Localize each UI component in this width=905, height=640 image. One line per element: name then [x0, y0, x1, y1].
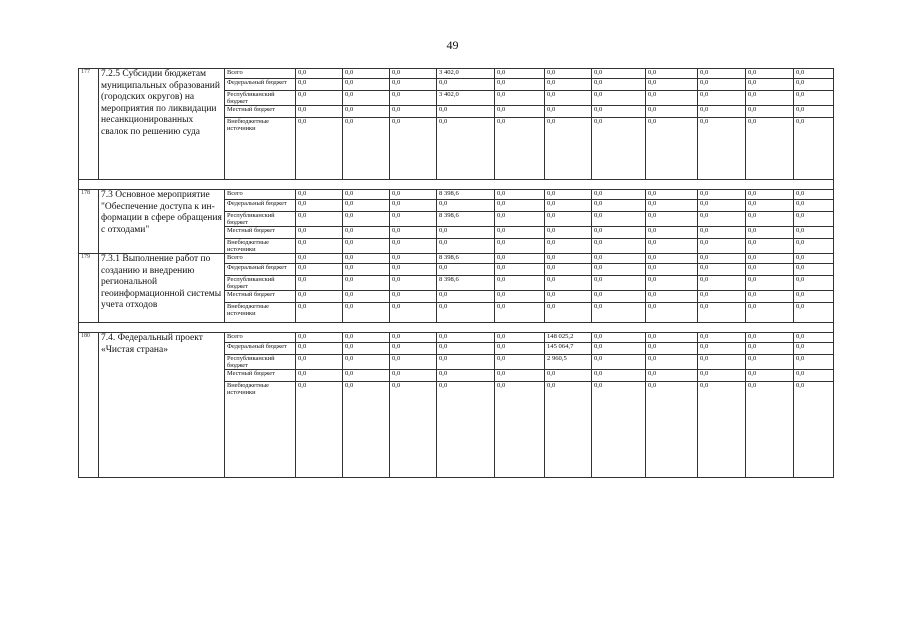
activity-name: 7.2.5 Субсидии бюджетам муниципальных образований (городских округов) на мероприятия по ликвидации несанкционированных свалок по решению суда [99, 69, 225, 180]
amount-cell: 3 402,0 [437, 69, 495, 79]
amount-cell: 0,0 [437, 227, 495, 239]
amount-cell: 0,0 [545, 212, 592, 227]
amount-cell: 0,0 [646, 190, 698, 200]
amount-cell: 0,0 [592, 254, 646, 264]
funding-source: Внебюджетные источники [225, 118, 296, 180]
amount-cell: 0,0 [592, 118, 646, 180]
amount-cell: 0,0 [296, 79, 343, 91]
amount-cell: 0,0 [592, 382, 646, 478]
amount-cell: 0,0 [646, 69, 698, 79]
amount-cell: 0,0 [698, 382, 746, 478]
amount-cell: 0,0 [794, 227, 834, 239]
amount-cell: 0,0 [746, 333, 794, 343]
amount-cell: 0,0 [343, 239, 390, 254]
amount-cell: 0,0 [495, 291, 545, 303]
amount-cell: 0,0 [794, 118, 834, 180]
amount-cell: 0,0 [746, 291, 794, 303]
funding-source: Республиканский бюджет [225, 276, 296, 291]
amount-cell: 0,0 [545, 69, 592, 79]
row-number: 177 [79, 69, 99, 180]
amount-cell: 0,0 [746, 239, 794, 254]
amount-cell: 0,0 [698, 355, 746, 370]
amount-cell: 0,0 [646, 333, 698, 343]
amount-cell: 0,0 [592, 333, 646, 343]
amount-cell: 0,0 [794, 69, 834, 79]
row-number: 179 [79, 254, 99, 323]
funding-source: Федеральный бюджет [225, 264, 296, 276]
amount-cell: 0,0 [646, 355, 698, 370]
amount-cell: 0,0 [545, 254, 592, 264]
amount-cell: 0,0 [746, 118, 794, 180]
amount-cell: 0,0 [296, 382, 343, 478]
amount-cell: 0,0 [390, 190, 437, 200]
funding-source: Республиканский бюджет [225, 212, 296, 227]
amount-cell: 0,0 [437, 200, 495, 212]
amount-cell: 0,0 [343, 343, 390, 355]
amount-cell: 0,0 [646, 79, 698, 91]
amount-cell: 0,0 [343, 276, 390, 291]
amount-cell: 0,0 [296, 69, 343, 79]
funding-source: Местный бюджет [225, 370, 296, 382]
amount-cell: 0,0 [646, 227, 698, 239]
amount-cell: 0,0 [646, 91, 698, 106]
amount-cell: 0,0 [495, 69, 545, 79]
amount-cell: 0,0 [592, 227, 646, 239]
amount-cell: 0,0 [296, 227, 343, 239]
amount-cell: 0,0 [545, 106, 592, 118]
amount-cell: 0,0 [495, 106, 545, 118]
amount-cell: 0,0 [592, 355, 646, 370]
amount-cell: 0,0 [698, 333, 746, 343]
amount-cell: 0,0 [794, 333, 834, 343]
amount-cell: 0,0 [646, 370, 698, 382]
amount-cell: 0,0 [390, 370, 437, 382]
amount-cell: 0,0 [746, 370, 794, 382]
amount-cell: 0,0 [592, 106, 646, 118]
amount-cell: 0,0 [592, 79, 646, 91]
amount-cell: 0,0 [343, 227, 390, 239]
amount-cell: 0,0 [794, 106, 834, 118]
amount-cell: 0,0 [698, 227, 746, 239]
amount-cell: 0,0 [390, 291, 437, 303]
amount-cell: 0,0 [646, 200, 698, 212]
funding-source: Местный бюджет [225, 227, 296, 239]
amount-cell: 0,0 [698, 370, 746, 382]
activity-name: 7.3 Основное мероприятие "Обеспечение доступа к ин-формации в сфере обращения с отходами" [99, 190, 225, 254]
amount-cell: 0,0 [646, 212, 698, 227]
amount-cell: 0,0 [343, 69, 390, 79]
amount-cell: 0,0 [698, 190, 746, 200]
amount-cell: 0,0 [794, 91, 834, 106]
amount-cell: 0,0 [794, 370, 834, 382]
funding-source: Республиканский бюджет [225, 91, 296, 106]
amount-cell: 0,0 [343, 212, 390, 227]
funding-source: Всего [225, 254, 296, 264]
budget-table [78, 68, 834, 478]
amount-cell: 0,0 [794, 239, 834, 254]
amount-cell: 0,0 [495, 276, 545, 291]
amount-cell: 0,0 [646, 239, 698, 254]
amount-cell: 0,0 [794, 264, 834, 276]
amount-cell: 0,0 [495, 79, 545, 91]
funding-source: Всего [225, 69, 296, 79]
amount-cell: 0,0 [698, 254, 746, 264]
amount-cell: 0,0 [545, 303, 592, 323]
row-number: 180 [79, 333, 99, 478]
amount-cell: 0,0 [390, 254, 437, 264]
amount-cell: 0,0 [794, 190, 834, 200]
amount-cell: 0,0 [495, 264, 545, 276]
amount-cell: 0,0 [495, 227, 545, 239]
amount-cell: 0,0 [794, 303, 834, 323]
amount-cell: 0,0 [545, 79, 592, 91]
amount-cell: 0,0 [390, 91, 437, 106]
amount-cell: 0,0 [296, 239, 343, 254]
row-number: 178 [79, 190, 99, 254]
amount-cell: 0,0 [698, 276, 746, 291]
amount-cell: 0,0 [698, 79, 746, 91]
amount-cell: 0,0 [746, 254, 794, 264]
amount-cell: 0,0 [437, 370, 495, 382]
amount-cell: 0,0 [794, 200, 834, 212]
amount-cell: 0,0 [646, 382, 698, 478]
amount-cell: 0,0 [698, 291, 746, 303]
amount-cell: 0,0 [545, 276, 592, 291]
amount-cell: 0,0 [495, 91, 545, 106]
amount-cell: 0,0 [390, 212, 437, 227]
amount-cell: 0,0 [698, 239, 746, 254]
funding-source: Местный бюджет [225, 106, 296, 118]
amount-cell: 8 398,6 [437, 254, 495, 264]
amount-cell: 0,0 [794, 212, 834, 227]
funding-source: Федеральный бюджет [225, 79, 296, 91]
amount-cell: 0,0 [698, 106, 746, 118]
amount-cell: 0,0 [646, 343, 698, 355]
amount-cell: 0,0 [698, 118, 746, 180]
amount-cell: 0,0 [592, 190, 646, 200]
amount-cell: 3 402,0 [437, 91, 495, 106]
amount-cell: 0,0 [296, 343, 343, 355]
amount-cell: 0,0 [545, 264, 592, 276]
group-separator [79, 323, 834, 333]
amount-cell: 0,0 [296, 212, 343, 227]
amount-cell: 0,0 [746, 355, 794, 370]
amount-cell: 0,0 [495, 303, 545, 323]
amount-cell: 0,0 [390, 355, 437, 370]
funding-source: Республиканский бюджет [225, 355, 296, 370]
amount-cell: 0,0 [592, 91, 646, 106]
amount-cell: 0,0 [746, 106, 794, 118]
amount-cell: 0,0 [746, 190, 794, 200]
amount-cell: 0,0 [343, 200, 390, 212]
amount-cell: 0,0 [545, 370, 592, 382]
amount-cell: 0,0 [437, 333, 495, 343]
amount-cell: 8 398,6 [437, 190, 495, 200]
amount-cell: 8 398,6 [437, 276, 495, 291]
amount-cell: 0,0 [746, 264, 794, 276]
amount-cell: 0,0 [698, 264, 746, 276]
amount-cell: 0,0 [343, 79, 390, 91]
amount-cell: 0,0 [390, 239, 437, 254]
table-row [79, 190, 834, 200]
amount-cell: 0,0 [794, 291, 834, 303]
amount-cell: 0,0 [495, 254, 545, 264]
amount-cell: 0,0 [437, 106, 495, 118]
amount-cell: 0,0 [296, 200, 343, 212]
amount-cell: 0,0 [495, 382, 545, 478]
amount-cell: 0,0 [437, 239, 495, 254]
amount-cell: 0,0 [296, 264, 343, 276]
amount-cell: 0,0 [794, 254, 834, 264]
amount-cell: 0,0 [296, 106, 343, 118]
table-row [79, 69, 834, 79]
amount-cell: 0,0 [746, 69, 794, 79]
amount-cell: 0,0 [495, 190, 545, 200]
amount-cell: 0,0 [343, 106, 390, 118]
table-body [79, 69, 834, 478]
amount-cell: 0,0 [343, 291, 390, 303]
amount-cell: 0,0 [296, 190, 343, 200]
amount-cell: 145 064,7 [545, 343, 592, 355]
amount-cell: 0,0 [698, 91, 746, 106]
amount-cell: 0,0 [390, 382, 437, 478]
amount-cell: 0,0 [545, 227, 592, 239]
amount-cell: 0,0 [592, 276, 646, 291]
funding-source: Федеральный бюджет [225, 200, 296, 212]
amount-cell: 0,0 [343, 303, 390, 323]
amount-cell: 0,0 [437, 118, 495, 180]
funding-source: Федеральный бюджет [225, 343, 296, 355]
amount-cell: 0,0 [545, 91, 592, 106]
group-separator [79, 180, 834, 190]
amount-cell: 0,0 [343, 355, 390, 370]
amount-cell: 0,0 [698, 200, 746, 212]
amount-cell: 0,0 [646, 303, 698, 323]
amount-cell: 0,0 [592, 291, 646, 303]
amount-cell: 0,0 [646, 118, 698, 180]
amount-cell: 0,0 [545, 291, 592, 303]
amount-cell: 0,0 [296, 370, 343, 382]
amount-cell: 0,0 [592, 212, 646, 227]
funding-source: Местный бюджет [225, 291, 296, 303]
amount-cell: 0,0 [390, 79, 437, 91]
amount-cell: 0,0 [592, 69, 646, 79]
amount-cell: 0,0 [592, 264, 646, 276]
amount-cell: 0,0 [495, 333, 545, 343]
amount-cell: 0,0 [437, 79, 495, 91]
amount-cell: 0,0 [390, 200, 437, 212]
amount-cell: 0,0 [343, 264, 390, 276]
amount-cell: 0,0 [545, 190, 592, 200]
amount-cell: 0,0 [343, 333, 390, 343]
amount-cell: 0,0 [296, 355, 343, 370]
amount-cell: 0,0 [495, 370, 545, 382]
amount-cell: 0,0 [296, 254, 343, 264]
amount-cell: 0,0 [296, 118, 343, 180]
table-row [79, 333, 834, 343]
amount-cell: 0,0 [343, 190, 390, 200]
amount-cell: 0,0 [746, 91, 794, 106]
funding-source: Внебюджетные источники [225, 239, 296, 254]
amount-cell: 0,0 [495, 239, 545, 254]
amount-cell: 0,0 [646, 106, 698, 118]
activity-name: 7.4. Федеральный проект «Чистая страна» [99, 333, 225, 478]
page-number: 49 [446, 38, 459, 52]
amount-cell: 0,0 [746, 303, 794, 323]
amount-cell: 0,0 [794, 382, 834, 478]
amount-cell: 0,0 [545, 239, 592, 254]
amount-cell: 0,0 [545, 200, 592, 212]
amount-cell: 0,0 [296, 333, 343, 343]
amount-cell: 0,0 [296, 291, 343, 303]
amount-cell: 0,0 [698, 343, 746, 355]
amount-cell: 148 025,2 [545, 333, 592, 343]
amount-cell: 0,0 [390, 276, 437, 291]
amount-cell: 0,0 [545, 382, 592, 478]
amount-cell: 0,0 [794, 343, 834, 355]
amount-cell: 0,0 [794, 79, 834, 91]
amount-cell: 0,0 [698, 212, 746, 227]
amount-cell: 0,0 [495, 118, 545, 180]
amount-cell: 0,0 [794, 276, 834, 291]
amount-cell: 0,0 [592, 370, 646, 382]
amount-cell: 0,0 [495, 343, 545, 355]
amount-cell: 0,0 [343, 254, 390, 264]
amount-cell: 0,0 [390, 69, 437, 79]
amount-cell: 0,0 [746, 79, 794, 91]
amount-cell: 0,0 [545, 118, 592, 180]
amount-cell: 2 960,5 [545, 355, 592, 370]
amount-cell: 0,0 [592, 303, 646, 323]
funding-source: Внебюджетные источники [225, 303, 296, 323]
amount-cell: 0,0 [746, 343, 794, 355]
amount-cell: 0,0 [296, 91, 343, 106]
amount-cell: 0,0 [390, 303, 437, 323]
amount-cell: 0,0 [495, 212, 545, 227]
funding-source: Всего [225, 190, 296, 200]
amount-cell: 0,0 [437, 382, 495, 478]
amount-cell: 0,0 [437, 303, 495, 323]
table-row [79, 254, 834, 264]
amount-cell: 0,0 [437, 343, 495, 355]
funding-source: Внебюджетные источники [225, 382, 296, 478]
amount-cell: 0,0 [698, 69, 746, 79]
amount-cell: 0,0 [390, 227, 437, 239]
activity-name: 7.3.1 Выполнение работ по созданию и внедрению региональной геоинформационной системы учета отходов [99, 254, 225, 323]
amount-cell: 0,0 [343, 382, 390, 478]
amount-cell: 0,0 [646, 291, 698, 303]
amount-cell: 0,0 [794, 355, 834, 370]
amount-cell: 0,0 [437, 264, 495, 276]
amount-cell: 0,0 [343, 118, 390, 180]
amount-cell: 0,0 [495, 355, 545, 370]
amount-cell: 0,0 [646, 276, 698, 291]
funding-source: Всего [225, 333, 296, 343]
amount-cell: 0,0 [390, 118, 437, 180]
amount-cell: 0,0 [746, 276, 794, 291]
amount-cell: 0,0 [437, 355, 495, 370]
amount-cell: 0,0 [592, 239, 646, 254]
amount-cell: 0,0 [390, 264, 437, 276]
amount-cell: 0,0 [343, 91, 390, 106]
amount-cell: 0,0 [746, 212, 794, 227]
amount-cell: 0,0 [390, 333, 437, 343]
amount-cell: 0,0 [746, 227, 794, 239]
amount-cell: 0,0 [592, 343, 646, 355]
amount-cell: 0,0 [646, 254, 698, 264]
amount-cell: 0,0 [746, 200, 794, 212]
amount-cell: 0,0 [390, 343, 437, 355]
amount-cell: 0,0 [296, 276, 343, 291]
amount-cell: 0,0 [437, 291, 495, 303]
amount-cell: 0,0 [698, 303, 746, 323]
amount-cell: 0,0 [746, 382, 794, 478]
amount-cell: 0,0 [646, 264, 698, 276]
amount-cell: 0,0 [390, 106, 437, 118]
amount-cell: 0,0 [296, 303, 343, 323]
amount-cell: 8 398,6 [437, 212, 495, 227]
amount-cell: 0,0 [592, 200, 646, 212]
amount-cell: 0,0 [343, 370, 390, 382]
amount-cell: 0,0 [495, 200, 545, 212]
